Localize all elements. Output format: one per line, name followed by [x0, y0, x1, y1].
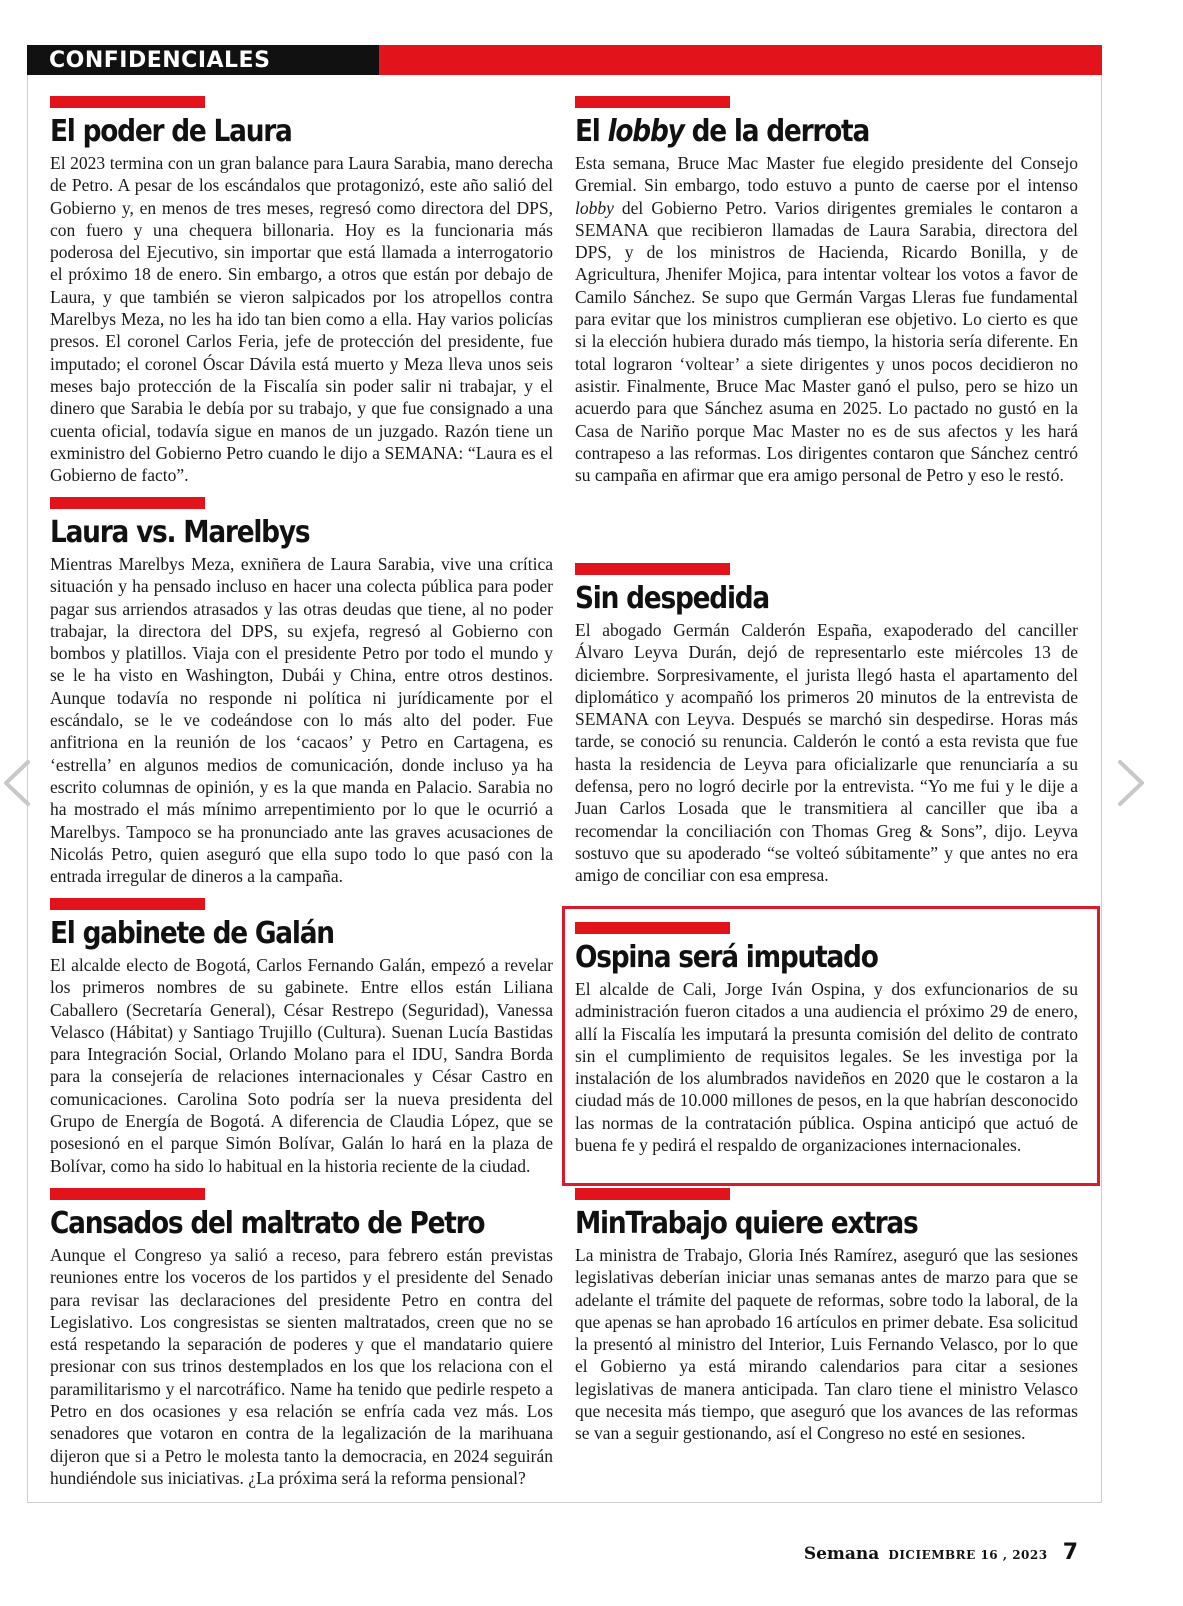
- chevron-right-icon: [1110, 758, 1150, 808]
- article-rule: [575, 563, 730, 575]
- article-title-post: de la derrota: [683, 114, 870, 149]
- article-rule: [50, 96, 205, 108]
- chevron-left-icon: [0, 758, 40, 808]
- article-title: El poder de Laura: [50, 114, 292, 149]
- article-title: Ospina será imputado: [575, 940, 878, 975]
- article-rule: [575, 922, 730, 934]
- article-body: El 2023 termina con un gran balance para Laura Sarabia, mano derecha de Petro. A pesar de los escándalos que protagonizó, este año salió del Gobierno y, en menos de tres meses, regresó como directora del DPS, con fuero y una chequera billonaria. Hoy es la funcionaria más poderosa del Ejecutivo, sin importar que está llamada a interrogatorio el próximo 18 de enero. Sin embargo, a otros que están por debajo de Laura, y que también se vieron salpicados por los atropellos contra Marelbys Meza, no les ha ido tan bien como a ella. Hay varios policías presos. El coronel Carlos Feria, jefe de protección del presidente, fue imputado; el coronel Óscar Dávila está muerto y Meza lleva unos seis meses bajo protección de la Fiscalía sin poder salir ni trabajar, y el dinero que Sarabia le debía por su trabajo, y que fue consignado a una cuenta oficial, todavía sigue en manos de un juzgado. Razón tiene un exministro del Gobierno Petro cuando le dijo a SEMANA: “Laura es el Gobierno de facto”.: [50, 153, 553, 486]
- article-el-gabinete-de-galan: [50, 898, 553, 1177]
- section-title: CONFIDENCIALES: [49, 48, 271, 73]
- article-ospina-sera-imputado: [575, 922, 1078, 1156]
- footer-date: DICIEMBRE 16 , 2023: [888, 1548, 1048, 1562]
- article-rule: [575, 1188, 730, 1200]
- article-title: El gabinete de Galán: [50, 916, 334, 951]
- article-mintrabajo-quiere-extras: [575, 1188, 1078, 1445]
- section-header-red: [379, 45, 1102, 75]
- article-title: MinTrabajo quiere extras: [575, 1206, 918, 1241]
- article-body: El alcalde de Cali, Jorge Iván Ospina, y dos exfuncionarios de su administración fueron citados a una audiencia el próximo 29 de enero, allí la Fiscalía les imputará la presunta comisión del delito de contrato sin el cumplimiento de requisitos legales. Se les investiga por la instalación de los alumbrados navideños en 2020 que le costaron a la ciudad más de 10.000 millones de pesos, en la que habrían desconocido las normas de la contratación pública. Ospina anticipó que actuó de buena fe y pedirá el respaldo de organizaciones internacionales.: [575, 979, 1078, 1156]
- article-body: La ministra de Trabajo, Gloria Inés Ramírez, aseguró que las sesiones legislativas deberían iniciar unas semanas antes de marzo para que se adelante el trámite del paquete de reformas, sobre todo la laboral, de la que apenas se han aprobado 16 artículos en primer debate. Esa solicitud la presentó al ministro del Interior, Luis Fernando Velasco, por lo que el Gobierno ya está mirando calendarios para citar a sesiones legislativas de manera anticipada. Tan claro tiene el ministro Velasco que necesita más tiempo, que aseguró que los avances de las reformas se van a seguir gestionando, así el Congreso no esté en sesiones.: [575, 1245, 1078, 1444]
- article-rule: [50, 898, 205, 910]
- article-body: El alcalde electo de Bogotá, Carlos Fernando Galán, empezó a revelar los primeros nombres de su gabinete. Entre ellos están Liliana Caballero (Secretaría General), César Restrepo (Seguridad), Vanessa Velasco (Hábitat) y Santiago Trujillo (Cultura). Suenan Lucía Bastidas para Integración Social, Orlando Molano para el IDU, Sandra Borda para la consejería de relaciones internacionales y César Castro en comunicaciones. Carolina Soto podría ser la nueva presidenta del Grupo de Energía de Bogotá. A diferencia de Claudia López, que se posesionó en el parque Simón Bolívar, Galán lo hará en la plaza de Bolívar, como ha sido lo habitual en la historia reciente de la ciudad.: [50, 955, 553, 1176]
- article-el-lobby-de-la-derrota: [575, 96, 1078, 486]
- article-body-post: del Gobierno Petro. Varios dirigentes gremiales le contaron a SEMANA que recibieron llamadas de Laura Sarabia, directora del DPS, y de los ministros de Hacienda, Ricardo Bonilla, y de Agricultura, Jhenifer Mojica, para intentar voltear los votos a favor de Camilo Sánchez. Se supo que Germán Vargas Lleras fue fundamental para evitar que los ministros cumplieran ese objetivo. Lo cierto es que si la elección hubiera durado más tiempo, la historia sería diferente. En total lograron ‘voltear’ a siete dirigentes y unos pocos decidieron no asistir. Finalmente, Bruce Mac Master ganó el pulso, pero se hizo un acuerdo para que Sánchez asuma en 2025. Lo pactado no gustó en la Casa de Nariño porque Mac Master no es de sus afectos y les hará contrapeso a las reformas. Los dirigentes contaron que Sánchez centró su campaña en afirmar que era amigo personal de Petro y eso le restó.: [575, 197, 1078, 486]
- article-body-em: lobby: [575, 197, 614, 218]
- article-title: [575, 114, 1018, 150]
- article-title: Cansados del maltrato de Petro: [50, 1206, 485, 1241]
- article-laura-vs-marelbys: [50, 497, 553, 887]
- prev-page-button[interactable]: [0, 758, 40, 808]
- article-body-pre: Esta semana, Bruce Mac Master fue elegido presidente del Consejo Gremial. Sin embargo, todo estuvo a punto de caerse por el intenso: [575, 153, 1078, 196]
- article-body: El abogado Germán Calderón España, exapoderado del canciller Álvaro Leyva Durán, dejó de representarlo este miércoles 13 de diciembre. Sorpresivamente, el jurista llegó hasta el apartamento del diplomático y acompañó los primeros 20 minutos de la entrevista de SEMANA con Leyva. Después se marchó sin despedirse. Horas más tarde, se conoció su renuncia. Calderón le contó a esta revista que fue hasta la residencia de Leyva para oficializarle que renunciaría a su defensa, pero no logró decirle por la entrevista. “Yo me fui y le dije a Juan Carlos Losada que le transmitiera al canciller que iba a recomendar la conciliación con Thomas Greg & Sons”, dijo. Leyva sostuvo que su apoderado “se volteó súbitamente” y que antes no era amigo de conciliar con esa empresa.: [575, 620, 1078, 886]
- footer-page-number: 7: [1062, 1540, 1078, 1565]
- article-rule: [575, 96, 730, 108]
- article-body: Aunque el Congreso ya salió a receso, para febrero están previstas reuniones entre los voceros de los partidos y el presidente del Senado para revisar las declaraciones del presidente Petro en contra del Legislativo. Los congresistas se sienten maltratados, creen que no se está respetando la separación de poderes y que el mandatario quiere presionar con sus trinos destemplados en los que los relaciona con el paramilitarismo y el narcotráfico. Name ha tenido que pedirle respeto a Petro en dos ocasiones y esa relación se enfría cada vez más. Los senadores que votaron en contra de la legalización de la marihuana dijeron que si a Petro le molesta tanto la democracia, en 2024 seguirán hundiéndole sus iniciativas. ¿La próxima será la reforma pensional?: [50, 1245, 553, 1488]
- article-title: Sin despedida: [575, 581, 770, 616]
- article-rule: [50, 497, 205, 509]
- article-sin-despedida: [575, 563, 1078, 887]
- page-footer: [804, 1540, 1078, 1565]
- next-page-button[interactable]: [1110, 758, 1150, 808]
- section-header: [27, 45, 1102, 75]
- article-cansados-del-maltrato: [50, 1188, 553, 1489]
- footer-magazine: Semana: [803, 1544, 880, 1564]
- article-body: Mientras Marelbys Meza, exniñera de Laura Sarabia, vive una crítica situación y ha pensado incluso en hacer una colecta pública para poder pagar sus arriendos atrasados y las otras deudas que tiene, al no poder trabajar, la directora del DPS, su exjefa, regresó al Gobierno con bombos y platillos. Viaja con el presidente Petro por todo el mundo y se le ha visto en Washington, Dubái y China, entre otros destinos. Aunque todavía no responde ni política ni jurídicamente por el escándalo, se le ve codeándose con lo más alto del poder. Fue anfitriona en la reunión de los ‘cacaos’ y Petro en Cartagena, es ‘estrella’ en algunos medios de comunicación, donde incluso ya ha escrito columnas de opinión, y es la que manda en Palacio. Sarabia no ha mostrado el más mínimo arrepentimiento por lo que le ocurrió a Marelbys. Tampoco se ha pronunciado ante las graves acusaciones de Nicolás Petro, quien aseguró que ella supo todo lo que pasó con la entrada irregular de dineros a la campaña.: [50, 554, 553, 887]
- article-title-em: lobby: [607, 114, 684, 149]
- article-title-pre: El: [575, 114, 608, 149]
- article-body: [575, 152, 1078, 486]
- article-title: Laura vs. Marelbys: [50, 515, 310, 550]
- article-rule: [50, 1188, 205, 1200]
- article-el-poder-de-laura: [50, 96, 553, 486]
